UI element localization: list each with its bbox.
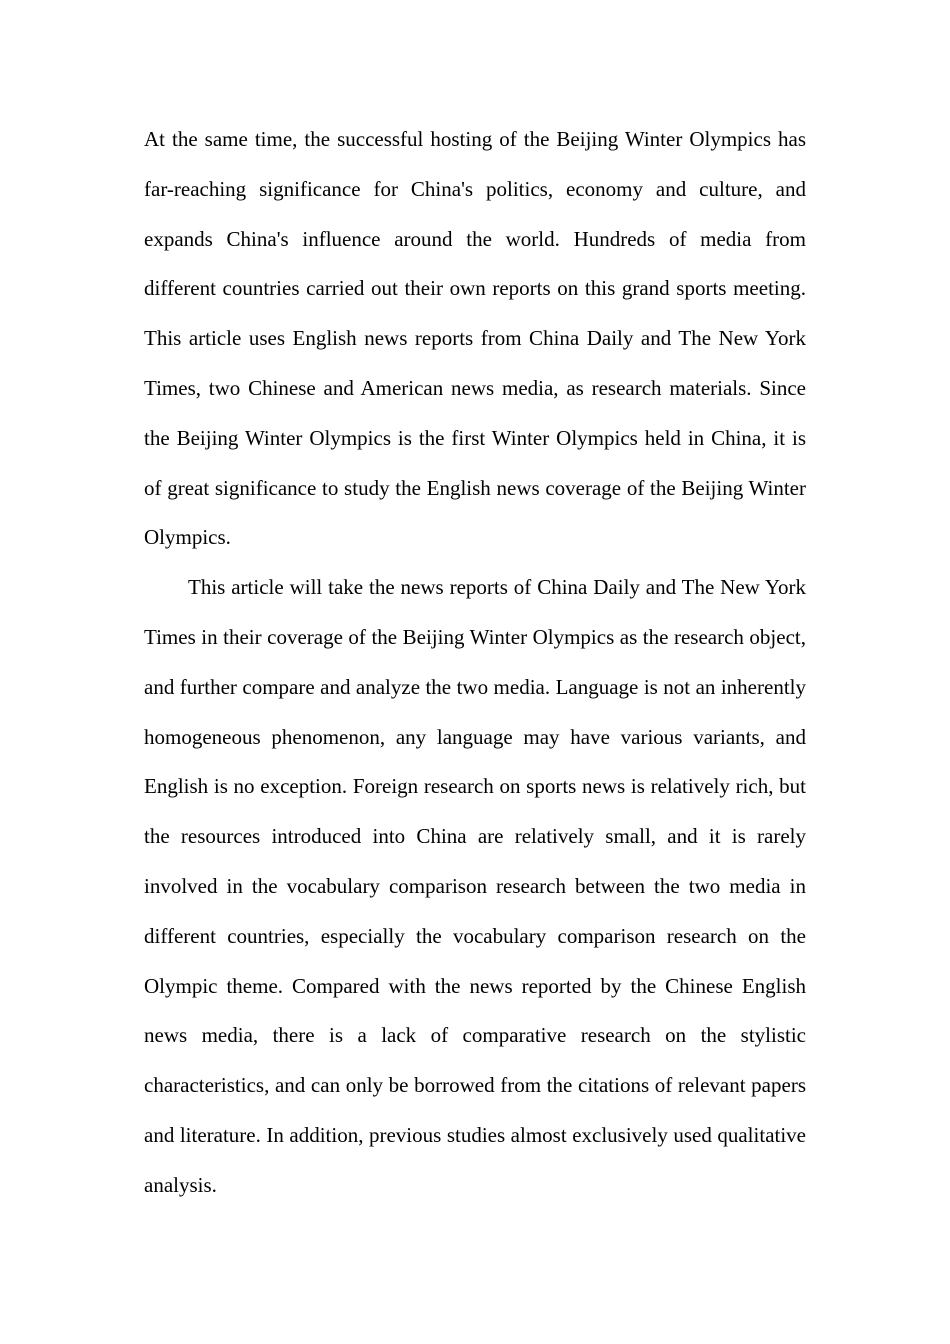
paragraph-1: At the same time, the successful hosting of the Beijing Winter Olympics has far-reaching significance for China's politics, economy and culture, and expands China's influence around the world. Hundreds of media from different countries carried out their own reports on this grand sports meeting. This article uses English news reports from China Daily and The New York Times, two Chinese and American news media, as research materials. Since the Beijing Winter Olympics is the first Winter Olympics held in China, it is of great significance to study the English news coverage of the Beijing Winter Olympics.: [144, 127, 806, 550]
paragraph-2: This article will take the news reports of China Daily and The New York Times in their coverage of the Beijing Winter Olympics as the research object, and further compare and analyze the two media. Language is not an inherently homogeneous phenomenon, any language may have various variants, and English is no exception. Foreign research on sports news is relatively rich, but the resources introduced into China are relatively small, and it is rarely involved in the vocabulary comparison research between the two media in different countries, especially the vocabulary comparison research on the Olympic theme. Compared with the news reported by the Chinese English news media, there is a lack of comparative research on the stylistic characteristics, and can only be borrowed from the citations of relevant papers and literature. In addition, previous studies almost exclusively used qualitative analysis.: [144, 575, 806, 1197]
body-text: [144, 115, 806, 1211]
